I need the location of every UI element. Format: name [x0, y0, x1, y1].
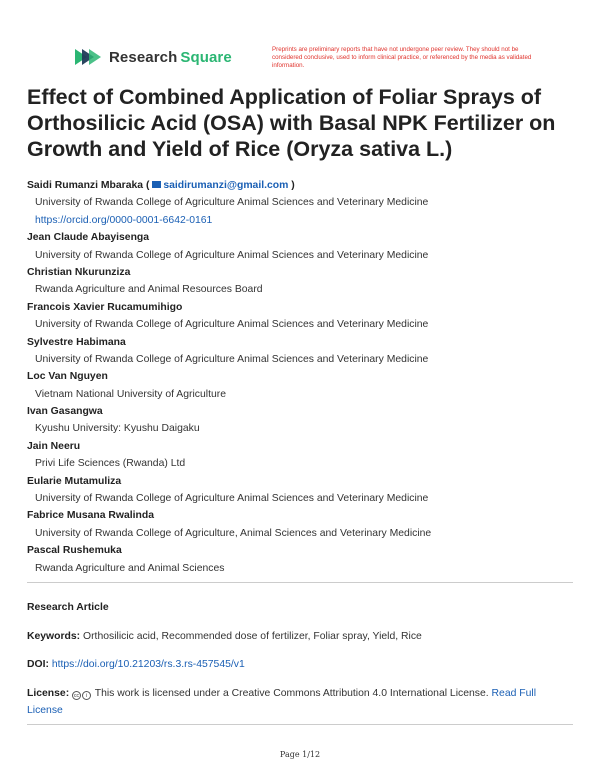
- license-text: This work is licensed under a Creative Commons Attribution 4.0 International License.: [94, 688, 489, 699]
- preprint-disclaimer: Preprints are preliminary reports that have not undergone peer review. They should not be considered conclusive, used to inform clinical practice, or referenced by the media as validated information.: [272, 46, 532, 70]
- author-name: Jean Claude Abayisenga: [27, 232, 150, 244]
- author-affiliation: Rwanda Agriculture and Animal Sciences: [35, 562, 225, 574]
- author-affiliation: Privi Life Sciences (Rwanda) Ltd: [35, 458, 186, 470]
- author-entry: [27, 403, 577, 438]
- license-label: License:: [27, 688, 70, 699]
- doi-label: DOI:: [27, 659, 49, 670]
- author-name: Saidi Rumanzi Mbaraka: [27, 180, 144, 191]
- article-type-row: [27, 599, 573, 616]
- license-row: [27, 685, 573, 719]
- author-name: Pascal Rushemuka: [27, 545, 122, 557]
- divider: [27, 582, 573, 583]
- author-entry: [27, 438, 577, 473]
- author-affiliation: University of Rwanda College of Agriculture Animal Sciences and Veterinary Medicine: [35, 493, 429, 505]
- author-entry: [27, 264, 577, 299]
- keywords-label: Keywords:: [27, 631, 81, 642]
- author-affiliation: University of Rwanda College of Agriculture Animal Sciences and Veterinary Medicine: [35, 319, 429, 331]
- article-type: Research Article: [27, 602, 109, 613]
- mail-icon: [152, 181, 161, 188]
- author-name: Francois Xavier Rucamumihigo: [27, 301, 183, 313]
- author-name: Jain Neeru: [27, 440, 81, 452]
- research-square-logo-icon: [73, 46, 103, 68]
- author-name: Sylvestre Habimana: [27, 336, 126, 348]
- author-name: Fabrice Musana Rwalinda: [27, 510, 155, 522]
- logo-word-research: Research: [109, 48, 178, 66]
- author-entry: [27, 542, 577, 577]
- paper-title: Effect of Combined Application of Foliar Sprays of Orthosilicic Acid (OSA) with Basal NPK Fertilizer on Growth and Yield of Rice (Oryza sativa L.): [27, 85, 556, 161]
- read-full-license-link[interactable]: Read Full License: [27, 688, 537, 716]
- author-list: [27, 177, 577, 577]
- keywords-text: Orthosilicic acid, Recommended dose of fertilizer, Foliar spray, Yield, Rice: [83, 631, 422, 642]
- author-affiliation: University of Rwanda College of Agriculture Animal Sciences and Veterinary Medicine: [35, 353, 429, 365]
- doi-link[interactable]: https://doi.org/10.21203/rs.3.rs-457545/v1: [51, 659, 245, 670]
- author-affiliation: University of Rwanda College of Agriculture Animal Sciences and Veterinary Medicine: [35, 249, 429, 261]
- author-name: Christian Nkurunziza: [27, 266, 131, 278]
- author-email-link[interactable]: saidirumanzi@gmail.com: [163, 180, 289, 191]
- author-entry: [27, 299, 577, 334]
- author-name: Eularie Mutamuliza: [27, 475, 122, 487]
- logo-text: [109, 49, 232, 66]
- corresponding-author: Saidi Rumanzi Mbaraka ( saidirumanzi@gmail.com ) University of Rwanda College of Agriculture Animal Sciences and Veterinary Medicine https://orcid.org/0000-0001-6642-0161: [27, 177, 577, 229]
- author-entry: [27, 368, 577, 403]
- author-affiliation: University of Rwanda College of Agriculture, Animal Sciences and Veterinary Medicine: [35, 527, 432, 539]
- author-entry: [27, 473, 577, 508]
- author-affiliation: Rwanda Agriculture and Animal Resources Board: [35, 284, 263, 296]
- author-affiliation: Vietnam National University of Agriculture: [35, 388, 226, 400]
- research-square-logo[interactable]: [73, 46, 232, 68]
- keywords-row: [27, 628, 573, 645]
- author-name: Loc Van Nguyen: [27, 371, 108, 383]
- author-entry: [27, 507, 577, 542]
- author-name: Ivan Gasangwa: [27, 406, 103, 418]
- logo-word-square: Square: [180, 48, 232, 66]
- orcid-link[interactable]: https://orcid.org/0000-0001-6642-0161: [35, 214, 213, 226]
- creative-commons-icon: cc: [74, 693, 80, 699]
- author-entry: [27, 229, 577, 264]
- attribution-icon: i: [82, 691, 91, 700]
- divider: [27, 724, 573, 725]
- page-number: Page 1/12: [279, 750, 321, 759]
- author-affiliation: University of Rwanda College of Agriculture Animal Sciences and Veterinary Medicine: [35, 197, 429, 209]
- author-affiliation: Kyushu University: Kyushu Daigaku: [35, 423, 200, 435]
- author-entry: [27, 334, 577, 369]
- doi-row: [27, 656, 573, 673]
